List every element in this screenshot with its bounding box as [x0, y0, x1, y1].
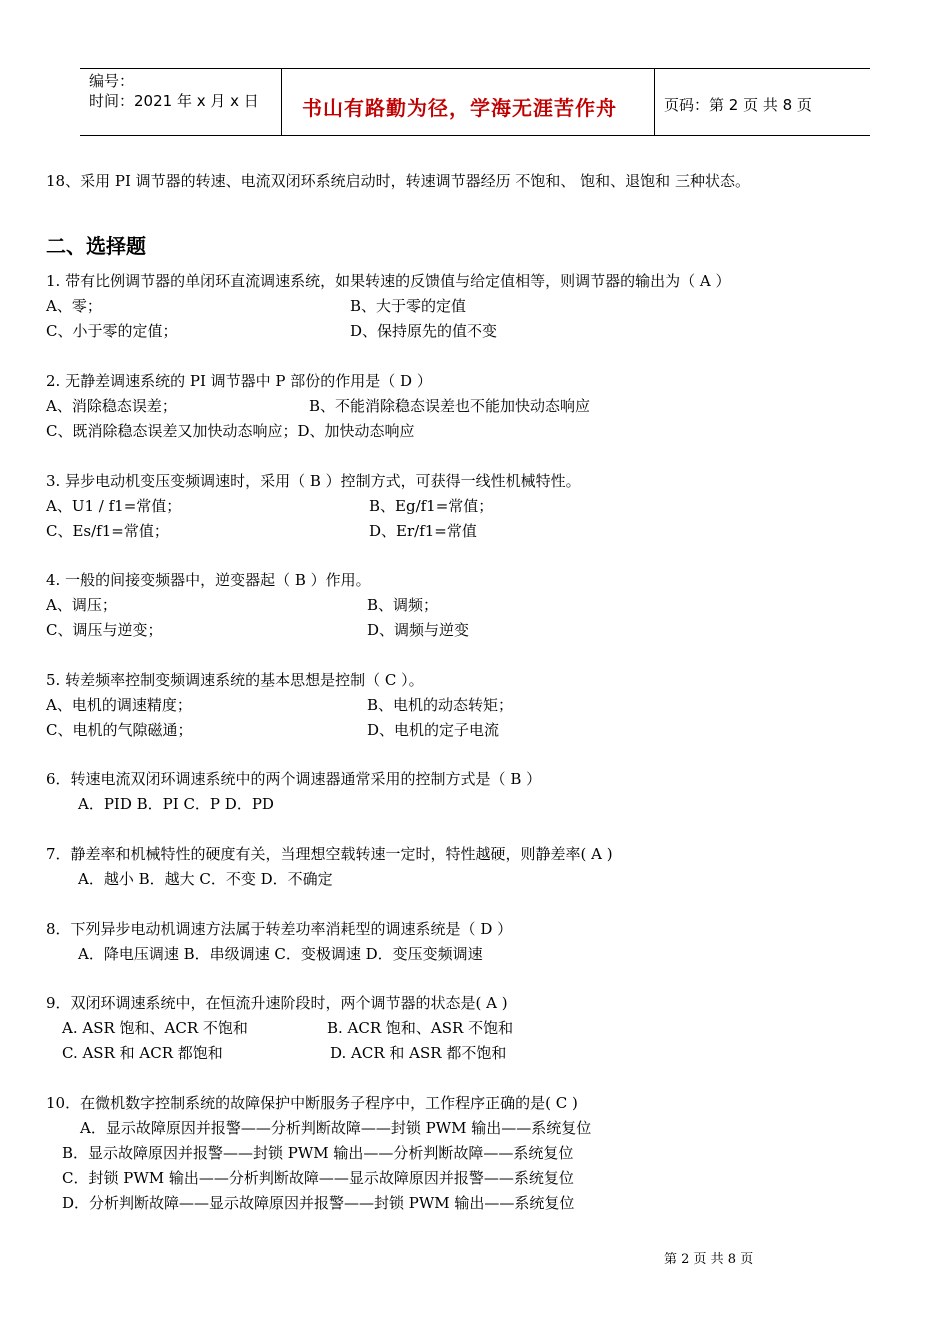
header-divider-left [281, 68, 282, 135]
option-9c: C. ASR 和 ACR 都饱和 [62, 1044, 223, 1062]
options-8: A．降电压调速 B．串级调速 C．变极调速 D．变压变频调速 [78, 945, 483, 963]
option-10b: B．显示故障原因并报警——封锁 PWM 输出——分析判断故障——系统复位 [62, 1144, 574, 1162]
option-5b: B、电机的动态转矩； [367, 696, 514, 714]
option-1c: C、小于零的定值； [46, 322, 178, 340]
option-2a: A、消除稳态误差； [46, 397, 177, 415]
option-2cd: C、既消除稳态误差又加快动态响应；D、加快动态响应 [46, 422, 415, 440]
option-4b: B、调频； [367, 596, 439, 614]
option-1a: A、零； [46, 297, 102, 315]
question-2: 2. 无静差调速系统的 PI 调节器中 P 部份的作用是（ D ） [46, 372, 432, 390]
section-title: 二、选择题 [46, 234, 146, 258]
question-8: 8．下列异步电动机调速方法属于转差功率消耗型的调速系统是（ D ） [46, 920, 513, 938]
question-1: 1. 带有比例调节器的单闭环直流调速系统，如果转速的反馈值与给定值相等，则调节器的输出为（ A ） [46, 272, 731, 290]
option-4a: A、调压； [46, 596, 117, 614]
question-6: 6．转速电流双闭环调速系统中的两个调速器通常采用的控制方式是（ B ） [46, 770, 542, 788]
question-3: 3. 异步电动机变压变频调速时，采用（ B ）控制方式，可获得一线性机械特性。 [46, 472, 581, 490]
header-page-info: 页码：第 2 页 共 8 页 [664, 96, 812, 114]
option-3d: D、Er/f1=常值 [369, 522, 477, 540]
option-9b: B. ACR 饱和、ASR 不饱和 [327, 1019, 514, 1037]
question-9: 9．双闭环调速系统中，在恒流升速阶段时，两个调节器的状态是( A ) [46, 994, 508, 1012]
question-10: 10．在微机数字控制系统的故障保护中断服务子程序中，工作程序正确的是( C ) [46, 1094, 578, 1112]
header-divider-right [654, 68, 655, 135]
header-motto: 书山有路勤为径，学海无涯苦作舟 [302, 96, 617, 120]
option-10d: D．分析判断故障——显示故障原因并报警——封锁 PWM 输出——系统复位 [62, 1194, 575, 1212]
option-1b: B、大于零的定值 [350, 297, 467, 315]
option-4d: D、调频与逆变 [367, 621, 470, 639]
option-5d: D、电机的定子电流 [367, 721, 500, 739]
options-7: A．越小 B．越大 C．不变 D．不确定 [78, 870, 333, 888]
header-time: 时间：2021 年 x 月 x 日 [89, 92, 259, 110]
option-10c: C．封锁 PWM 输出——分析判断故障——显示故障原因并报警——系统复位 [62, 1169, 574, 1187]
option-3c: C、Es/f1=常值； [46, 522, 169, 540]
question-5: 5. 转差频率控制变频调速系统的基本思想是控制（ C ）。 [46, 671, 424, 689]
option-5a: A、电机的调速精度； [46, 696, 192, 714]
options-6: A．PID B．PI C．P D．PD [78, 795, 274, 813]
header-top-rule [80, 68, 870, 69]
header-serial: 编号： [89, 72, 135, 90]
fill-question-18: 18、采用 PI 调节器的转速、电流双闭环系统启动时，转速调节器经历 不饱和、 饱和、退饱和 三种状态。 [46, 172, 750, 190]
option-4c: C、调压与逆变； [46, 621, 163, 639]
option-9d: D. ACR 和 ASR 都不饱和 [330, 1044, 507, 1062]
page-footer: 第 2 页 共 8 页 [664, 1252, 754, 1267]
header-bottom-rule [80, 135, 870, 136]
option-9a: A. ASR 饱和、ACR 不饱和 [62, 1019, 248, 1037]
option-2b: B、不能消除稳态误差也不能加快动态响应 [309, 397, 591, 415]
question-7: 7．静差率和机械特性的硬度有关，当理想空载转速一定时，特性越硬，则静差率( A ) [46, 845, 613, 863]
option-3b: B、Eg/f1=常值； [369, 497, 494, 515]
option-5c: C、电机的气隙磁通； [46, 721, 193, 739]
option-3a: A、U1 / f1=常值； [46, 497, 182, 515]
option-1d: D、保持原先的值不变 [350, 322, 498, 340]
option-10a: A．显示故障原因并报警——分析判断故障——封锁 PWM 输出——系统复位 [80, 1119, 592, 1137]
question-4: 4. 一般的间接变频器中，逆变器起（ B ）作用。 [46, 571, 371, 589]
